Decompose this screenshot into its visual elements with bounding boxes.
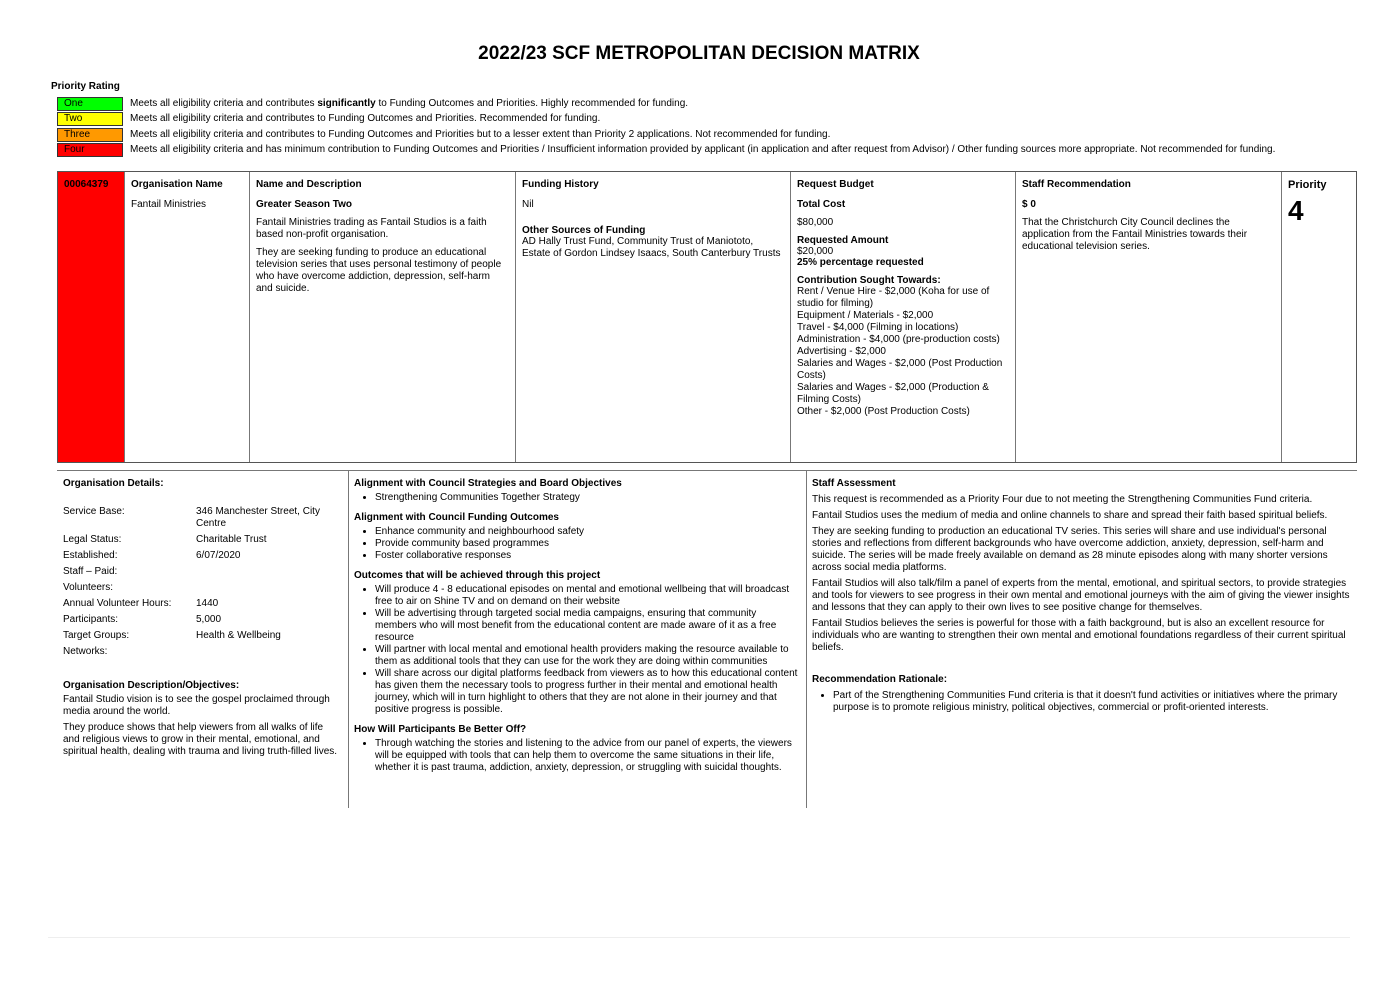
- contribution-item: Travel - $4,000 (Filming in locations): [797, 322, 959, 333]
- org-detail-value: 5,000: [196, 614, 222, 625]
- organisation-description-2: They produce shows that help viewers from all walks of life and religious views to grow in their mental, emotional, and spiritual health, dealing with trauma and living truth-filled lives.: [63, 722, 338, 757]
- priority-description: Meets all eligibility criteria and has minimum contribution to Funding Outcomes and Priorities / Insufficient information provided by applicant (in application and after request from Advisor) / Other funding sources more appropriate. Not recommended for funding.: [130, 143, 1276, 155]
- strategies-list: [354, 492, 800, 504]
- priority-rating-label: Priority Rating: [51, 81, 120, 92]
- org-detail-key: Established:: [63, 550, 118, 561]
- contribution-list: [797, 286, 1009, 418]
- name-description-cell: [250, 172, 516, 462]
- list-item: • Strengthening Communities Together Strategy: [375, 492, 800, 504]
- funding-outcomes-header: Alignment with Council Funding Outcomes: [354, 512, 559, 523]
- requested-amount-label: Requested Amount: [797, 235, 889, 246]
- assessment-paragraph: They are seeking funding to production an educational TV series. This series will share and use individual's personal stories and reflections from different backgrounds who have overcome addiction, anxiety, depression, self-harm and suicide. The series will be made freely available on demand as 28 minute episodes along with many shorter versions across social media platforms.: [812, 526, 1328, 573]
- priority-chip: Two: [57, 112, 123, 126]
- org-detail-key: Service Base:: [63, 506, 125, 517]
- percentage-requested: 25% percentage requested: [797, 257, 924, 268]
- list-item: • Will produce 4 - 8 educational episodes on mental and emotional wellbeing that will broadcast free to air on Shine TV and on demand on their website: [375, 584, 800, 608]
- contribution-item: Rent / Venue Hire - $2,000 (Koha for use of studio for filming): [797, 286, 990, 309]
- request-budget-header: Request Budget: [797, 179, 874, 190]
- priority-description: Meets all eligibility criteria and contributes significantly to Funding Outcomes and Priorities. Highly recommended for funding.: [130, 98, 689, 109]
- organisation-name-header: Organisation Name: [131, 179, 223, 190]
- org-detail-key: Legal Status:: [63, 534, 122, 545]
- funding-outcomes-list: [354, 526, 800, 562]
- org-detail-value: [196, 582, 342, 594]
- list-item: • Foster collaborative responses: [375, 550, 800, 562]
- organisation-name-cell: [125, 172, 250, 462]
- contribution-item: Salaries and Wages - $2,000 (Post Production Costs): [797, 358, 1003, 381]
- organisation-description-header: Organisation Description/Objectives:: [63, 680, 240, 691]
- staff-recommendation-header: Staff Recommendation: [1022, 179, 1131, 190]
- organisation-details-section: [57, 470, 348, 762]
- org-detail-key: Volunteers:: [63, 582, 114, 593]
- funding-history-header: Funding History: [522, 179, 599, 190]
- org-detail-row: [63, 646, 342, 658]
- org-detail-value: [196, 566, 342, 578]
- funding-history-cell: [516, 172, 791, 462]
- contribution-item: Other - $2,000 (Post Production Costs): [797, 406, 970, 417]
- priority-chip: One: [57, 97, 123, 111]
- assessment-paragraph: This request is recommended as a Priority Four due to not meeting the Strengthening Communities Fund criteria.: [812, 494, 1313, 505]
- org-detail-value: Charitable Trust: [196, 534, 267, 545]
- total-cost-label: Total Cost: [797, 199, 846, 210]
- org-detail-value: 1440: [196, 598, 219, 609]
- project-description-1: Fantail Ministries trading as Fantail Studios is a faith based non-profit organisation.: [256, 217, 487, 240]
- org-detail-value: Health & Wellbeing: [196, 630, 281, 641]
- total-cost-value: $80,000: [797, 217, 834, 228]
- org-detail-row: [63, 598, 342, 610]
- priority-description: Meets all eligibility criteria and contributes to Funding Outcomes and Priorities. Recommended for funding.: [130, 113, 601, 125]
- rationale-header: Recommendation Rationale:: [812, 674, 948, 685]
- project-outcomes-list: [354, 584, 800, 716]
- request-budget-cell: [791, 172, 1016, 462]
- organisation-details-header: Organisation Details:: [63, 478, 164, 489]
- assessment-paragraph: Fantail Studios will also talk/film a panel of experts from the mental, emotional, and spiritual sectors, to provide strategies and tools for viewers to see progress in their own mental and emotional journeys with the aim of giving the viewer insights and lessons that they can apply to their own lives to see positive change for themselves.: [812, 578, 1350, 613]
- contribution-item: Administration - $4,000 (pre-production costs): [797, 334, 1000, 345]
- priority-chip: Four: [57, 143, 123, 157]
- better-off-header: How Will Participants Be Better Off?: [354, 724, 527, 735]
- org-detail-row: [63, 566, 342, 578]
- application-id-cell: [58, 172, 125, 462]
- staff-recommendation-cell: [1016, 172, 1282, 462]
- priority-chip: Three: [57, 128, 123, 142]
- assessment-paragraph: Fantail Studios believes the series is powerful for those with a faith background, but is also an excellent resource for individuals who are wanting to strengthen their own mental and emotional foundations regardless of their current spiritual beliefs.: [812, 618, 1346, 653]
- list-item: • Will share across our digital platforms feedback from viewers as to how this educational content has given them the necessary tools to progress further in their mental and emotional health journey, which will in turn highlight to others that they are not alone in their journey and that positive progress is possible.: [375, 668, 800, 716]
- decision-matrix-row: [57, 171, 1357, 463]
- project-name: Greater Season Two: [256, 199, 352, 210]
- org-detail-key: Networks:: [63, 646, 108, 657]
- staff-recommendation-text: That the Christchurch City Council declines the application from the Fantail Ministries towards their educational television series.: [1022, 217, 1248, 252]
- list-item: • Will partner with local mental and emotional health providers making the resource available to them as additional tools that they can use for the work they are doing within communities: [375, 644, 800, 668]
- contribution-item: Equipment / Materials - $2,000: [797, 310, 934, 321]
- contribution-item: Advertising - $2,000: [797, 346, 886, 357]
- list-item: • Enhance community and neighbourhood safety: [375, 526, 800, 538]
- application-id: 00064379: [64, 179, 109, 190]
- other-sources-label: Other Sources of Funding: [522, 225, 646, 236]
- list-item: • Through watching the stories and listening to the advice from our panel of experts, the viewers will be equipped with tools that can help them to overcome the same situations in their life, whether it is past trauma, addiction, anxiety, depression, or struggling with suicidal thoughts.: [375, 738, 800, 774]
- assessment-details: [57, 470, 1357, 810]
- org-detail-key: Annual Volunteer Hours:: [63, 598, 172, 609]
- priority-value: 4: [1288, 195, 1304, 226]
- page-title: 2022/23 SCF METROPOLITAN DECISION MATRIX: [478, 43, 920, 64]
- list-item: • Will be advertising through targeted social media campaigns, ensuring that community members who will most benefit from the educational content are made aware of it as a free resource: [375, 608, 800, 644]
- staff-recommended-amount: $ 0: [1022, 199, 1036, 210]
- org-detail-key: Target Groups:: [63, 630, 130, 641]
- staff-assessment-header: Staff Assessment: [812, 478, 896, 489]
- better-off-list: [354, 738, 800, 774]
- org-detail-key: Staff – Paid:: [63, 566, 118, 577]
- org-detail-row: [63, 534, 342, 546]
- org-detail-row: [63, 506, 342, 530]
- name-description-header: Name and Description: [256, 179, 362, 190]
- org-detail-row: [63, 582, 342, 594]
- project-outcomes-header: Outcomes that will be achieved through this project: [354, 570, 601, 581]
- staff-assessment-section: [806, 470, 1357, 722]
- organisation-description-1: Fantail Studio vision is to see the gospel proclaimed through media around the world.: [63, 694, 330, 717]
- org-detail-value: 346 Manchester Street, City Centre: [196, 506, 320, 529]
- funding-history-value: Nil: [522, 199, 534, 210]
- assessment-paragraph: Fantail Studios uses the medium of media and online channels to share and spread their faith based spiritual beliefs.: [812, 510, 1328, 521]
- priority-description: Meets all eligibility criteria and contributes to Funding Outcomes and Priorities but to a lesser extent than Priority 2 applications. Not recommended for funding.: [130, 128, 831, 140]
- org-detail-row: [63, 614, 342, 626]
- list-item: • Provide community based programmes: [375, 538, 800, 550]
- org-detail-key: Participants:: [63, 614, 119, 625]
- alignment-section: [348, 470, 806, 782]
- project-description-2: They are seeking funding to produce an educational television series that uses personal testimony of people who have overcome addiction, depression, self-harm and suicide.: [256, 247, 502, 294]
- priority-cell: [1282, 172, 1356, 462]
- priority-header: Priority: [1288, 179, 1327, 191]
- organisation-name: Fantail Ministries: [131, 199, 207, 210]
- requested-amount-value: $20,000: [797, 246, 834, 257]
- list-item: • Part of the Strengthening Communities Fund criteria is that it doesn't fund activities or initiatives where the primary purpose is to promote religious ministry, political objectives, commercial or profit-oriented interests.: [833, 690, 1351, 714]
- org-detail-value: [196, 646, 342, 658]
- strategies-header: Alignment with Council Strategies and Board Objectives: [354, 478, 622, 489]
- contribution-label: Contribution Sought Towards:: [797, 275, 941, 286]
- org-detail-row: [63, 550, 342, 562]
- rationale-list: [812, 690, 1351, 714]
- org-detail-value: 6/07/2020: [196, 550, 241, 561]
- org-detail-row: [63, 630, 342, 642]
- contribution-item: Salaries and Wages - $2,000 (Production & Filming Costs): [797, 382, 989, 405]
- other-sources-value: AD Hally Trust Fund, Community Trust of Maniototo, Estate of Gordon Lindsey Isaacs, South Canterbury Trusts: [522, 236, 781, 259]
